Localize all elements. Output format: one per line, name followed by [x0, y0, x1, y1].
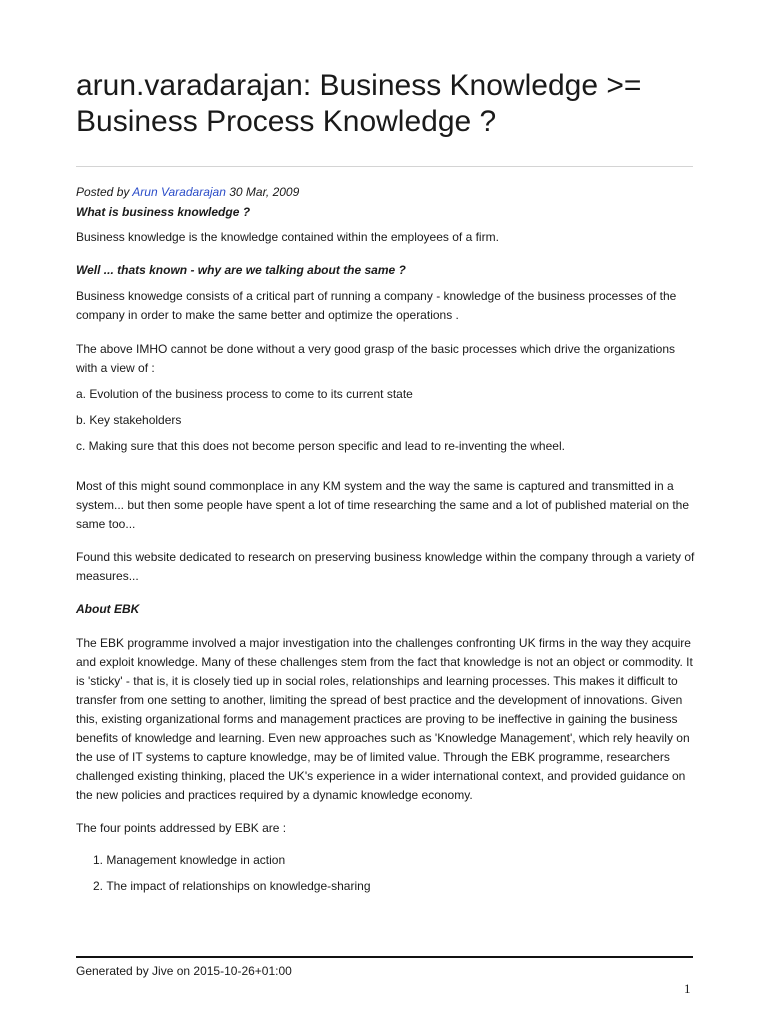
list-item: a. Evolution of the business process to come to its current state [76, 387, 413, 401]
list-text: The impact of relationships on knowledge-sharing [106, 879, 371, 893]
byline-prefix: Posted by [76, 185, 130, 199]
page-number: 1 [684, 981, 691, 996]
page-title: arun.varadarajan: Business Knowledge >= Business Process Knowledge ? [76, 69, 642, 138]
paragraph: Business knowledge is the knowledge contained within the employees of a firm. [76, 230, 499, 244]
list-text: Management knowledge in action [106, 853, 286, 867]
paragraph: Most of this might sound commonplace in any KM system and the way the same is captured and transmitted in a system... but then some people have spent a lot of time researching the same and a lot of published material on the same too... [76, 479, 690, 531]
paragraph: Business knowedge consists of a critical part of running a company - knowledge of the business processes of the company in order to make the same better and optimize the operations . [76, 289, 677, 322]
footer-divider [76, 956, 693, 958]
list-number: 2. [92, 879, 103, 893]
question-heading: What is business knowledge ? [76, 205, 251, 219]
ordered-list [76, 851, 696, 896]
list-number: 1. [92, 853, 103, 867]
paragraph: The EBK programme involved a major investigation into the challenges confronting UK firms in the way they acquire and exploit knowledge. Many of these challenges stem from the fact that knowledge is not an object or commodity. It is 'sticky' - that is, it is closely tied up in social roles, relationships and learning processes. This makes it difficult to transfer from one setting to another, limiting the spread of best practice and the development of innovations. Given this, existing organizational forms and management practices are proving to be ineffective in gaining the business benefits of knowledge and learning. Even new approaches such as 'Knowledge Management', which rely heavily on the use of IT systems to capture knowledge, may be of limited value. Through the EBK programme, researchers challenged existing thinking, placed the UK's experience in a wider international context, and provided guidance on the new policies and practices required by a dynamic knowledge economy. [76, 636, 693, 802]
list-item: c. Making sure that this does not become person specific and lead to re-inventing the wheel. [76, 439, 565, 453]
section-heading: About EBK [76, 602, 140, 616]
author-link[interactable]: Arun Varadarajan [132, 185, 226, 199]
byline [76, 184, 299, 200]
paragraph: The four points addressed by EBK are : [76, 821, 287, 835]
footer-generated: Generated by Jive on 2015-10-26+01:00 [76, 964, 292, 978]
post-date: 30 Mar, 2009 [229, 185, 300, 199]
title-divider [76, 166, 693, 167]
list-item [76, 877, 696, 896]
paragraph: The above IMHO cannot be done without a very good grasp of the basic processes which drive the organizations with a view of : [76, 342, 676, 375]
paragraph: Found this website dedicated to research on preserving business knowledge within the company through a variety of measures... [76, 550, 695, 583]
question-heading: Well ... thats known - why are we talking about the same ? [76, 263, 406, 277]
post-body [76, 203, 696, 896]
list-item [76, 851, 696, 870]
list-item: b. Key stakeholders [76, 413, 182, 427]
